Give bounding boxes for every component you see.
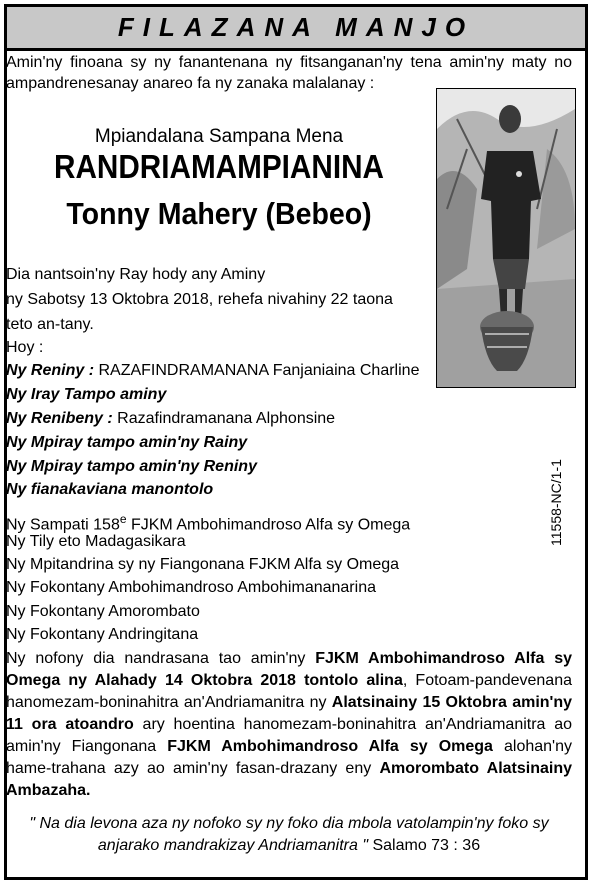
group-line: Ny Mpitandrina sy ny Fiangonana FJKM Alfa sy Omega [6, 556, 400, 573]
family-name: Razafindramanana Alphonsine [112, 410, 336, 427]
family-name: RAZAFINDRAMANANA Fanjaniaina Charline [94, 362, 420, 379]
group-line: Ny Fokontany Ambohimandroso Ambohimananarina [6, 579, 376, 596]
quote-reference: Salamo 73 : 36 [368, 837, 481, 854]
funeral-text: Ny nofony dia nandrasana tao amin'ny [6, 650, 316, 667]
family-row [6, 480, 213, 500]
closing-quote [6, 813, 572, 857]
family-label: Ny fianakaviana manontolo [6, 481, 214, 498]
family-label: Ny Iray Tampo aminy [6, 386, 167, 403]
deceased-given-names: Tonny Mahery (Bebeo) [66, 196, 372, 231]
family-row [6, 409, 335, 429]
family-label: Ny Renibeny : [6, 410, 113, 427]
group-line: Ny Tily eto Madagasikara [6, 533, 186, 550]
family-row [6, 457, 257, 477]
funeral-text: ary hoentina hanomezam-boninahitra an'Andriamanitra ao amin'ny Fiangonana [6, 716, 572, 755]
funeral-bold: Amorombato Alatsinainy Ambazaha. [6, 760, 572, 799]
family-label: Ny Reniny : [6, 362, 95, 379]
reference-code: 11558-NC/1-1 [548, 459, 564, 546]
family-row [6, 361, 419, 381]
death-line-2: ny Sabotsy 13 Oktobra 2018, rehefa nivahiny 22 taona [6, 291, 393, 308]
deceased-subtitle: Mpiandalana Sampana Mena [94, 126, 344, 147]
death-line-3: teto an-tany. [6, 316, 94, 333]
ordinal-suffix: e [119, 512, 127, 526]
funeral-paragraph [6, 648, 572, 802]
family-row [6, 433, 247, 453]
quote-text: " Na dia levona aza ny nofoko sy ny foko dia mbola vatolampin'ny foko sy anjarako mandrakizay Andriamanitra " [29, 815, 549, 854]
funeral-bold: Alatsinainy 15 Oktobra amin'ny 11 ora atoandro [6, 694, 573, 733]
family-label: Ny Mpiray tampo amin'ny Reniny [6, 458, 257, 475]
family-row [6, 385, 166, 405]
notice-header [7, 7, 585, 51]
deceased-photo [436, 88, 576, 388]
death-line-4: Hoy : [6, 339, 44, 356]
portrait-image [437, 89, 575, 387]
death-line-1: Dia nantsoin'ny Ray hody any Aminy [6, 266, 266, 283]
intro-text: Amin'ny finoana sy ny fanantenana ny fitsanganan'ny tena amin'ny maty no ampandrenesanay anareo fa ny zanaka malalanay : [6, 54, 572, 92]
notice-title: FILAZANA MANJO [117, 12, 475, 42]
deceased-surname: RANDRIAMAMPIANINA [54, 148, 384, 185]
group-text: FJKM Ambohimandroso Alfa sy Omega [126, 516, 411, 534]
funeral-text: alohan'ny hame-trahana azy ao amin'ny fasan-drazany eny [6, 738, 572, 777]
group-line: Ny Fokontany Andringitana [6, 626, 199, 643]
funeral-text: , Fotoam-pandevenana hanomezam-boninahitra an'Andriamanitra ny [6, 672, 572, 711]
family-label: Ny Mpiray tampo amin'ny Rainy [6, 434, 248, 451]
group-line: Ny Fokontany Amorombato [6, 603, 200, 620]
funeral-bold: FJKM Ambohimandroso Alfa sy Omega [167, 738, 493, 755]
funeral-bold: FJKM Ambohimandroso Alfa sy Omega ny Alahady 14 Oktobra 2018 tontolo alina [6, 650, 572, 689]
group-text: Ny Sampati 158 [6, 516, 120, 534]
